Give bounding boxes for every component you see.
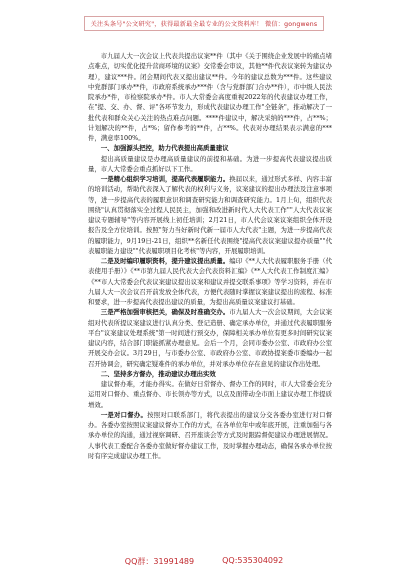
paragraph-section1-intro: 提出高质量建议是办理高质量建议的前提和基础。为进一步提高代表建议提出质量，市人大常委会重点抓好以下工作。: [88, 154, 332, 173]
paragraph-supervision: [88, 410, 332, 461]
paragraph-section2-intro: 建议督办难，才能办得实。在做好日常督办、督办工作的同时，市人大常委会充分运用对口督办、重点督办、市长领办等方式，以点及面带动全市面上建议办理工作提质增效。: [88, 380, 332, 409]
lead-training: 一是精心组织学习培训，提高代表履职能力。: [100, 175, 230, 183]
footer-qq-group: QQ群：31991489: [124, 557, 195, 566]
paragraph-review: [88, 307, 332, 369]
lead-supervision: 一是对口督办。: [100, 410, 148, 419]
body-training: 换届以来，通过形式多样、内容丰富的培训活动，帮助代表深入了解代表的权利与义务，议案建议的提出办理法及注意事项等，进一步提高代表的履职意识和调查研究能力和调查研究能力。1月上旬，组织代表围绕"认真贯彻落实全过程人民民主，加强和改进新时代人大代表工作""人大代表议案建议专题辅导"等内容开展线上初任培训；2月21日，市人代会议案议案组织全体开设报告及全方位培训。按照"努力当好新时代新一届市人大代表"主题，为进一步提高代表的履职能力，9月19日-21日，组织**名新任代表围绕"提高代表议案建议提办质量""代表履职能力建设""代表履职项目化考核"等内容，开展履职培训。: [88, 175, 333, 255]
promo-banner-text: 关注头条号"公文研究"，获得最新最全最专业的公文资料库！ 微信：gongwens: [84, 16, 325, 31]
promo-banner: [0, 0, 408, 46]
lead-materials: 二是及时编印履职资料，提升建议提出质量。: [100, 257, 230, 265]
paragraph-intro: 市九届人大一次会议上代表共提出议案**件（其中《关于围绕企业发展中的痛点堵点难点，切实优化提升营商环境的议案》交常委会审议，其他**件代表议案转为建议办理），建议***件。闭会期间代表又提出建议**件。今年的建议总数为***件。这些建议中党群部门承办**件，市政府系统承办***件（含与党群部门合办**件），市中级人民法院承办*件，市检察院承办*件。市人大常委会高度重视2022年的代表建议办理工作，在"提、交、办、督、评"各环节发力，形成代表建议办理工作"全链条"，推动解决了一批代表和群众关心关注的热点难点问题。****件建议中，解决采纳的***件，占**%；计划解决的**件，占*%；留作参考的**件，占**%。代表对办理结果表示满意的***件，满意率100%。: [88, 52, 332, 142]
body-materials: 编印《**人大代表履职服务手册（代表使用手册）》《**市第九届人民代表大会代表资料汇编》《**人大代表工作制度汇编》《**市人大常委会代表议案建议提出议案和建议并提交联系事项》等学习资料，并在市九届人大一次会议召开前发放全体代表，方便代表随时掌握议案建议提出的流程、标准和要求，进一步提高代表提出建议的质量，为提出高质量议案建议打基础。: [88, 257, 333, 306]
section-heading-2: 二、坚持多方督办，推动建议办理出实效: [100, 369, 216, 378]
document-body: [88, 51, 332, 461]
body-supervision: 按照对口联系部门，将代表提出的建议分交各委办室进行对口督办。各委办室按照议案建议督办工作的方式，在各单位年中或年底开展，注重加强与各承办单位的沟通，通过视察调研、召开座谈会等方式及时跟踪督促建议办理进展情况。人事代表工委配合各委办室做好督办建议工作，及时掌握办理动态，确保各承办单位按时有序完成建议办理工作。: [88, 410, 333, 460]
section-heading-1: 一、加强源头把控，助力代表提出高质量建议: [100, 144, 229, 153]
paragraph-materials: [88, 256, 332, 307]
lead-review: 三是严格加强审核把关，确保及时准确交办。: [100, 308, 230, 317]
body-review: 市九届人大一次会议期间，大会议案组对代表所提议案建议进行认真分类、登记造册、确定承办单位，并通过代表履职服务平台"议案建议处理系统"第一时间进行预交办，保障相关承办单位有更多时间研究议案建议内容，结合部门职能抓紧办理意见。会后一个月，会同市委办公室、市政府办公室开展交办会议。3月29日，与市委办公室、市政府办公室、市政协提案委市委编办一起召开协调会，研究确定疑难件的承办单位，并对承办单位存在意见的建议作出处理。: [88, 308, 333, 368]
paragraph-training: [88, 174, 332, 256]
footer-contacts: [0, 556, 408, 572]
footer-qq-number: QQ:535304092: [222, 556, 284, 565]
